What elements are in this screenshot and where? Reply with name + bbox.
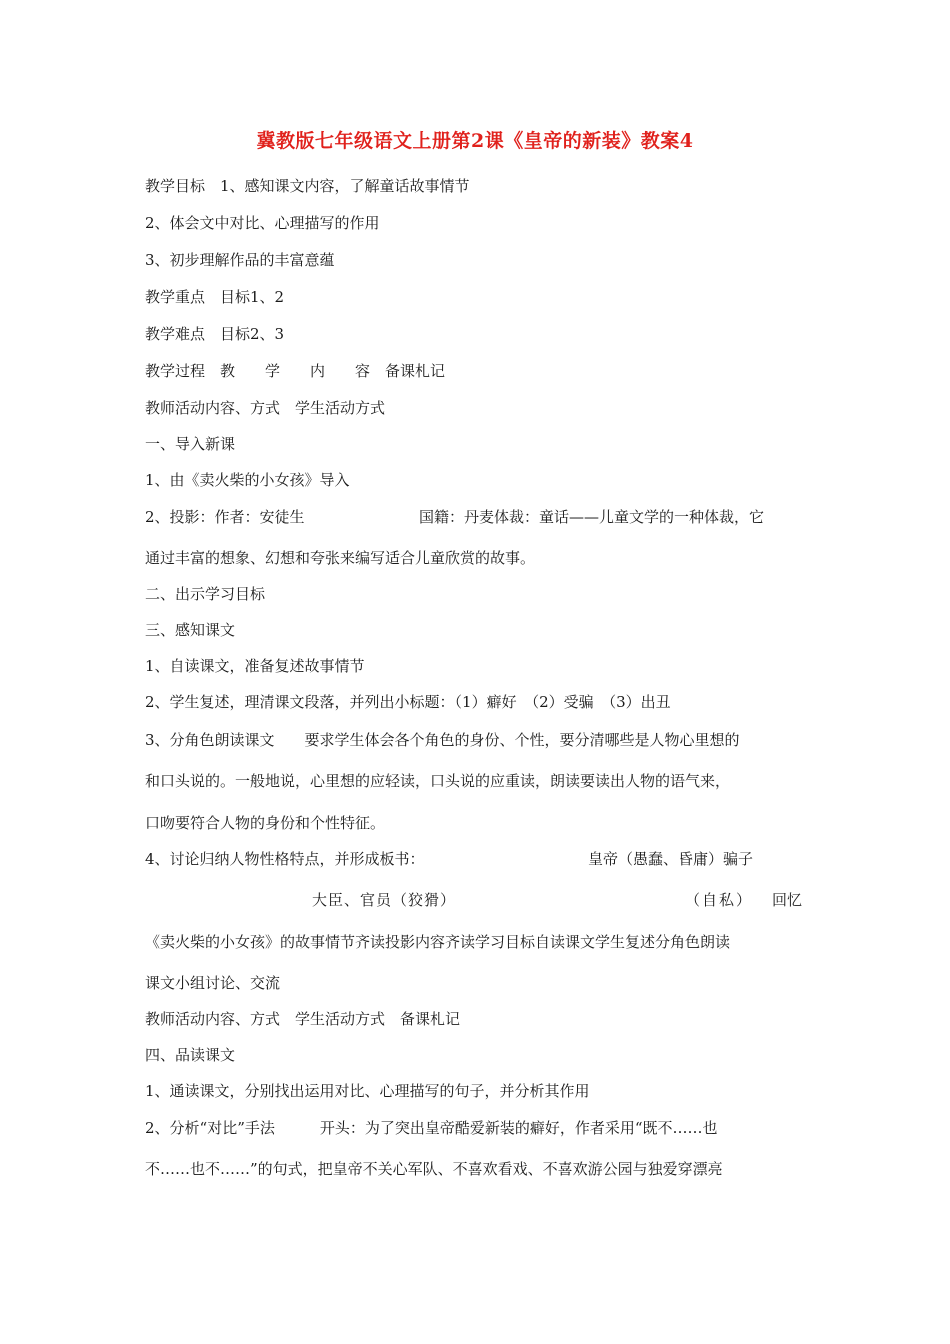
text-line: 课文小组讨论、交流 <box>145 974 281 992</box>
text-line: 1、通读课文，分别找出运用对比、心理描写的句子，并分析其作用 <box>145 1082 590 1100</box>
text-line: 3、分角色朗读课文 要求学生体会各个角色的身份、个性，要分清哪些是人物心里想的 <box>145 731 740 749</box>
text-line: 和口头说的。一般地说，心里想的应轻读，口头说的应重读，朗读要读出人物的语气来， <box>145 772 731 790</box>
text-line: 教师活动内容、方式 学生活动方式 备课札记 <box>145 1010 461 1028</box>
text-line: 2、分析“对比”手法 开头：为了突出皇帝酷爱新装的癖好，作者采用“既不……也 <box>145 1119 718 1137</box>
text-line: 教师活动内容、方式 学生活动方式 <box>145 399 386 417</box>
text-line: 教学难点 目标2、3 <box>145 325 285 343</box>
text-line: 教学过程 教 学 内 容 备课札记 <box>145 362 446 380</box>
text-line: 2、体会文中对比、心理描写的作用 <box>145 214 380 232</box>
text-line: 1、由《卖火柴的小女孩》导入 <box>145 471 350 489</box>
text-segment: 国籍：丹麦体裁：童话——儿童文学的一种体裁，它 <box>419 508 765 526</box>
text-segment: 2、投影：作者：安徒生 <box>145 508 305 526</box>
text-line: 口吻要符合人物的身份和个性特征。 <box>145 814 386 832</box>
board-writing-emperor: 皇帝（愚蠢、昏庸）骗子 <box>588 850 754 868</box>
text-line: 3、初步理解作品的丰富意蕴 <box>145 251 335 269</box>
text-line: 1、自读课文，准备复述故事情节 <box>145 657 365 675</box>
text-line: 教学重点 目标1、2 <box>145 288 285 306</box>
text-line: 二、出示学习目标 <box>145 585 266 603</box>
text-line: 2、学生复述，理清课文段落，并列出小标题：（1）癖好 （2）受骗 （3）出丑 <box>145 693 671 711</box>
text-line: 《卖火柴的小女孩》的故事情节齐读投影内容齐读学习目标自读课文学生复述分角色朗读 <box>145 933 731 951</box>
text-line: 通过丰富的想象、幻想和夸张来编写适合儿童欣赏的故事。 <box>145 549 536 567</box>
board-writing-ministers: 大臣、官员（狡猾） <box>312 891 457 909</box>
text-line: 三、感知课文 <box>145 621 236 639</box>
document-title: 冀教版七年级语文上册第2课《皇帝的新装》教案4 <box>256 130 694 152</box>
board-writing-selfish: （自私） <box>685 891 754 909</box>
text-line: 一、导入新课 <box>145 435 236 453</box>
text-line: 四、品读课文 <box>145 1046 236 1064</box>
text-line: 不……也不……”的句式，把皇帝不关心军队、不喜欢看戏、不喜欢游公园与独爱穿漂亮 <box>145 1160 723 1178</box>
text-segment: 回忆 <box>772 891 803 909</box>
text-segment: 4、讨论归纳人物性格特点，并形成板书： <box>145 850 425 868</box>
text-line: 教学目标 1、感知课文内容，了解童话故事情节 <box>145 177 470 195</box>
